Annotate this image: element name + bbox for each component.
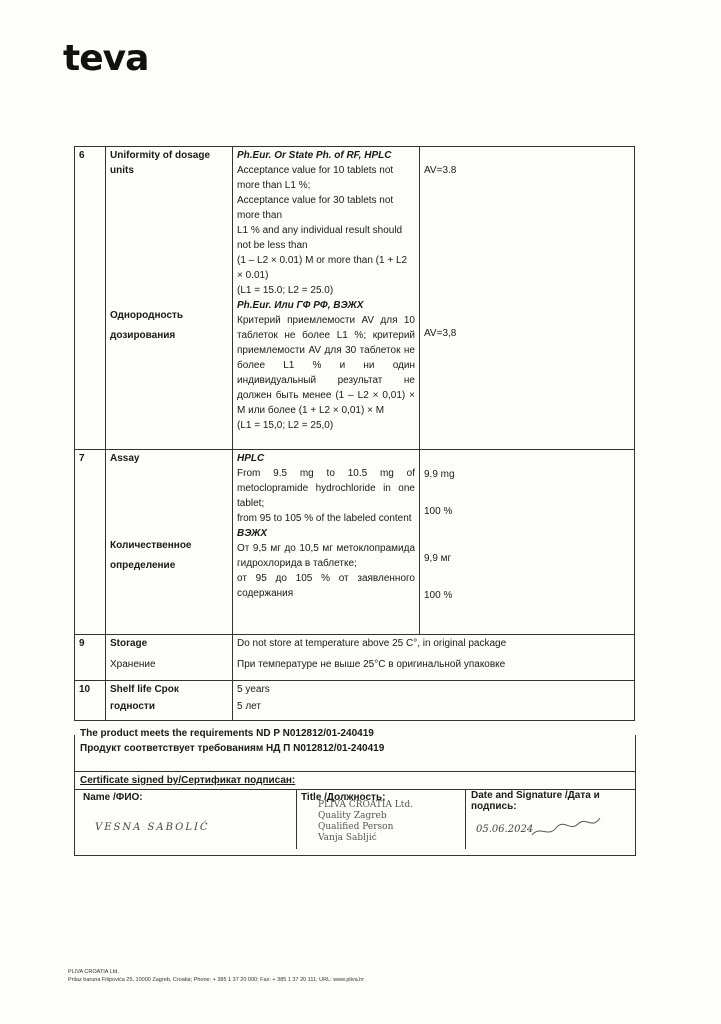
row-number: 9 bbox=[75, 635, 106, 681]
table-row bbox=[75, 635, 635, 681]
date-label: Date and Signature /Дата и подпись: bbox=[471, 790, 600, 812]
qualified-person-stamp: PLIVA CROATIA Ltd. Quality Zagreb Qualified Person Vanja Sabljić bbox=[318, 800, 414, 843]
divider bbox=[74, 771, 635, 772]
conclusion-en: The product meets the requirements ND P N012812/01-240419 bbox=[80, 728, 374, 739]
table-row bbox=[75, 681, 635, 721]
divider bbox=[74, 855, 635, 856]
requirement: Ph.Eur. Or State Ph. of RF, HPLC Acceptance value for 10 tablets not more than L1 %; Acceptance value for 30 tablets not more than L1 % and any individual result should not be less than (1 – L2 × 0.01) M or more than (1 + L2 × 0.01) (L1 = 15.0; L2 = 25.0) Ph.Eur. Или ГФ РФ, ВЭЖХ Критерий приемлемости AV для 10 таблеток не более L1 %; критерий приемлемости AV для 30 таблеток не более L1 % и ни один индивидуальный результат не должен быть менее (1 – L2 × 0,01) × M или более (1 + L2 × 0,01) × M (L1 = 15,0; L2 = 25,0) bbox=[233, 147, 420, 450]
parameter-name: Assay Количественное определение bbox=[106, 450, 233, 635]
title-label: Title /Должность: bbox=[301, 792, 386, 803]
conclusion-ru: Продукт соответствует требованиям НД П N012812/01-240419 bbox=[80, 743, 385, 754]
signed-by-heading: Certificate signed by/Сертификат подписан: bbox=[80, 775, 296, 786]
table-row bbox=[75, 147, 635, 450]
parameter-name: Shelf life Срок годности bbox=[106, 681, 233, 721]
row-number: 7 bbox=[75, 450, 106, 635]
requirement: Do not store at temperature above 25 C°, in original package При температуре не выше 25°С в оригинальной упаковке bbox=[233, 635, 635, 681]
parameter-name: Storage Хранение bbox=[106, 635, 233, 681]
name-label: Name /ФИО: bbox=[83, 792, 143, 803]
company-footer: PLIVA CROATIA Ltd. Prilaz baruna Filipovića 25, 10000 Zagreb, Croatia; Phone: + 385 1 37 20 000; Fax: + 385 1 37 20 111; URL: www.pliva.hr bbox=[68, 969, 365, 983]
specification-table bbox=[74, 146, 635, 721]
table-row bbox=[75, 450, 635, 635]
signature-scribble bbox=[530, 810, 610, 845]
requirement: 5 years 5 лет bbox=[233, 681, 635, 721]
signature-date: 05.06.2024 bbox=[476, 824, 534, 835]
result: AV=3.8 AV=3,8 bbox=[420, 147, 635, 450]
frame-right bbox=[635, 735, 636, 856]
row-number: 10 bbox=[75, 681, 106, 721]
signer-name: VESNA SABOLIĆ bbox=[95, 822, 210, 833]
cell-divider bbox=[296, 789, 297, 849]
requirement: HPLC From 9.5 mg to 10.5 mg of metoclopramide hydrochloride in one tablet; from 95 to 105 % of the labeled content ВЭЖХ От 9,5 мг до 10,5 мг метоклопрамида гидрохлорида в таблетке; от 95 до 105 % от заявленного содержания bbox=[233, 450, 420, 635]
row-number: 6 bbox=[75, 147, 106, 450]
teva-logo: teva bbox=[63, 38, 149, 79]
result: 9.9 mg 100 % 9,9 мг 100 % bbox=[420, 450, 635, 635]
parameter-name: Uniformity of dosage units Однородность дозирования bbox=[106, 147, 233, 450]
frame-left bbox=[74, 735, 75, 856]
cell-divider bbox=[465, 789, 466, 849]
